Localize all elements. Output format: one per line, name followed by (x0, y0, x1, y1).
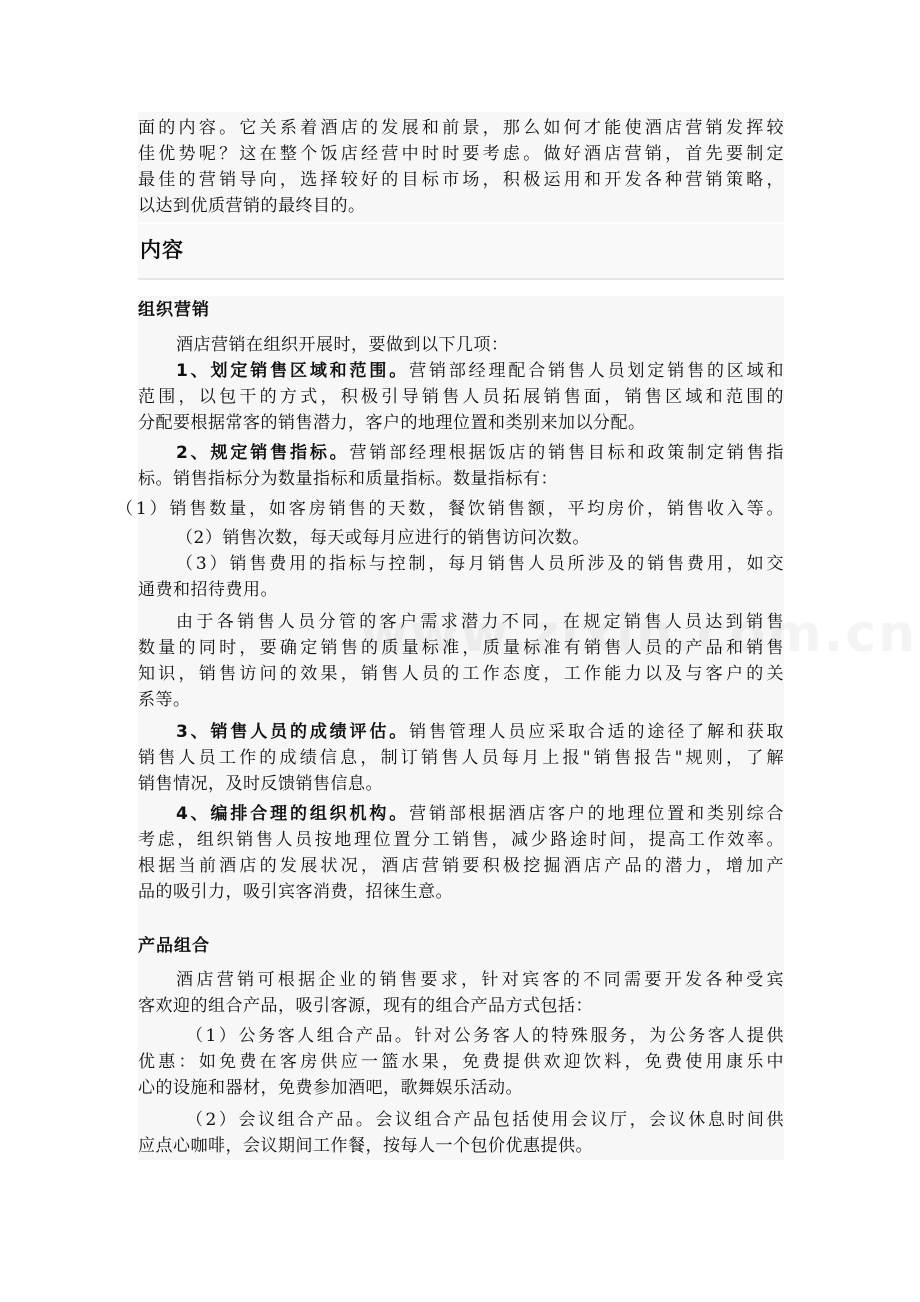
text-line: 客欢迎的组合产品，吸引客源，现有的组合产品方式包括： (138, 996, 593, 1016)
text-line: 酒店营销可根据企业的销售要求，针对宾客的不同需要开发各种受宾 (176, 970, 784, 990)
intro-paragraph (138, 112, 784, 222)
text-line: 由于各销售人员分管的客户需求潜力不同，在规定销售人员达到销售 (176, 612, 784, 632)
text-line: 面的内容。它关系着酒店的发展和前景，那么如何才能使酒店营销发挥较 (138, 118, 784, 138)
org-intro: 酒店营销在组织开展时，要做到以下几项： (176, 335, 509, 355)
text-line: （2）销售次数，每天或每月应进行的销售访问次数。 (176, 528, 590, 548)
text-line: 通费和招待费用。 (138, 580, 278, 600)
section-header (138, 224, 784, 280)
text-line: 分配要根据常客的销售潜力，客户的地理位置和类别来加以分配。 (138, 413, 646, 433)
org-item4-title: 4、编排合理的组织机构。 (176, 804, 410, 824)
org-item1-title: 1、划定销售区域和范围。 (176, 361, 410, 381)
text-line: 销售人员工作的成绩信息，制订销售人员每月上报"销售报告"规则，了解 (138, 748, 784, 768)
org-item2-text: 营销部经理根据饭店的销售目标和政策制定销售指 (349, 443, 784, 463)
org-item3-title: 3、销售人员的成绩评估。 (176, 722, 410, 742)
text-line: 应点心咖啡，会议期间工作餐，按每人一个包价优惠提供。 (138, 1136, 593, 1156)
text-line: （1）公务客人组合产品。针对公务客人的特殊服务，为公务客人提供 (186, 1026, 784, 1046)
text-line: （2）会议组合产品。会议组合产品包括使用会议厅，会议休息时间供 (186, 1110, 784, 1130)
org-item4-first-line (176, 802, 784, 826)
text-line: 标。销售指标分为数量指标和质量指标。数量指标有： (138, 469, 558, 489)
text-line: 数量的同时，要确定销售的质量标准，质量标准有销售人员的产品和销售 (138, 638, 784, 658)
main-content (116, 296, 785, 1160)
text-line: 佳优势呢？这在整个饭店经营中时时要考虑。做好酒店营销，首先要制定 (138, 144, 784, 164)
text-line: 销售情况，及时反馈销售信息。 (138, 774, 383, 794)
org-item3-text: 销售管理人员应采取合适的途径了解和获取 (409, 722, 785, 742)
text-line: 根据当前酒店的发展状况，酒店营销要积极挖掘酒店产品的潜力，增加产 (138, 856, 784, 876)
text-line: （1）销售数量，如客房销售的天数，餐饮销售额，平均房价，销售收入等。 (116, 499, 784, 519)
text-line: 以达到优质营销的最终目的。 (138, 196, 366, 216)
heading-org-marketing: 组织营销 (138, 300, 210, 320)
text-line: 系等。 (138, 690, 191, 710)
text-line: 心的设施和器材，免费参加酒吧，歌舞娱乐活动。 (138, 1078, 523, 1098)
text-line: 品的吸引力，吸引宾客消费，招徕生意。 (138, 882, 453, 902)
text-line: 考虑，组织销售人员按地理位置分工销售，减少路途时间，提高工作效率。 (138, 830, 784, 850)
text-line: 最佳的营销导向，选择较好的目标市场，积极运用和开发各种营销策略， (138, 170, 784, 190)
text-line: 知识，销售访问的效果，销售人员的工作态度，工作能力以及与客户的关 (138, 664, 784, 684)
heading-product-combination: 产品组合 (138, 936, 210, 956)
org-item2-first-line (176, 441, 784, 465)
text-line: （3）销售费用的指标与控制，每月销售人员所涉及的销售费用，如交 (176, 554, 784, 574)
org-item2-title: 2、规定销售指标。 (176, 443, 350, 463)
text-line: 范围，以包干的方式，积极引导销售人员拓展销售面，销售区域和范围的 (138, 387, 784, 407)
text-line: 优惠：如免费在客房供应一篮水果，免费提供欢迎饮料，免费使用康乐中 (138, 1052, 784, 1072)
org-item3-first-line (176, 720, 784, 744)
org-item1-text: 营销部经理配合销售人员划定销售的区域和 (409, 361, 785, 381)
org-item1-first-line (176, 359, 784, 383)
section-title: 内容 (140, 238, 184, 262)
org-item4-text: 营销部根据酒店客户的地理位置和类别综合 (409, 804, 785, 824)
